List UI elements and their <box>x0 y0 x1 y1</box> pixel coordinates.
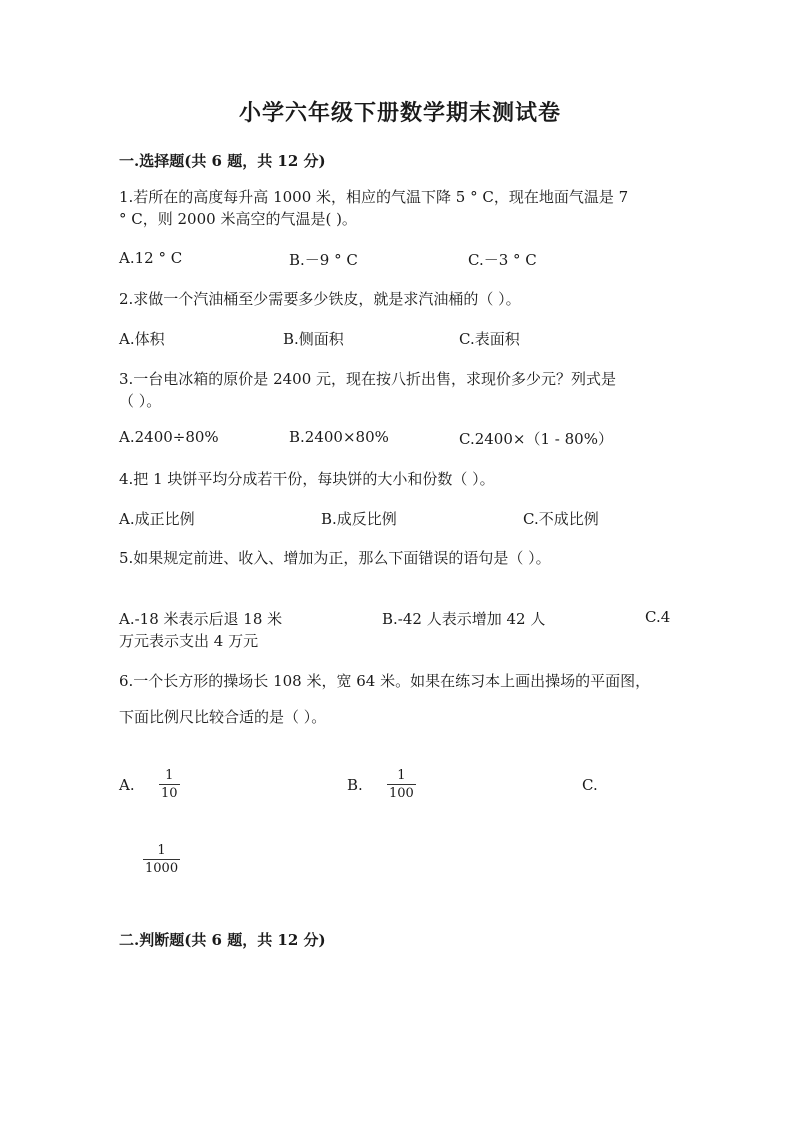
fraction-denominator: 1000 <box>145 861 179 876</box>
question-1 <box>119 186 679 230</box>
question-5-option-c: C.4 <box>645 608 671 626</box>
question-2-option-b: B.侧面积 <box>283 330 344 348</box>
fraction-bar <box>143 859 180 860</box>
question-2-option-c: C.表面积 <box>459 330 520 348</box>
question-5: 5.如果规定前进、收入、增加为正，那么下面错误的语句是（ ）。 <box>119 549 551 567</box>
question-3-line-2: （ ）。 <box>119 392 162 410</box>
fraction-denominator: 10 <box>161 786 178 801</box>
question-1-option-a: A.12 ° C <box>119 249 183 267</box>
fraction-bar <box>159 784 180 785</box>
question-4-option-a: A.成正比例 <box>119 510 195 528</box>
question-3-option-a: A.2400÷80% <box>119 428 219 446</box>
question-5-option-a: A.-18 米表示后退 18 米 <box>119 610 283 628</box>
question-1-option-b: B.－9 ° C <box>289 251 358 269</box>
question-4: 4.把 1 块饼平均分成若干份，每块饼的大小和份数（ ）。 <box>119 470 495 488</box>
question-6-option-c-fraction <box>143 843 180 876</box>
fraction-numerator: 1 <box>157 843 166 858</box>
question-6-option-b-fraction <box>387 768 416 801</box>
question-4-option-c: C.不成比例 <box>523 510 599 528</box>
question-1-line-1: 1.若所在的高度每升高 1000 米，相应的气温下降 5 ° C，现在地面气温是 7 <box>119 188 629 206</box>
section-choice-heading: 一.选择题(共 6 题，共 12 分) <box>119 152 326 170</box>
question-5-option-c-continued: 万元表示支出 4 万元 <box>119 632 259 650</box>
question-6-line-2: 下面比例尺比较合适的是（ ）。 <box>119 708 327 726</box>
question-6-line-1: 6.一个长方形的操场长 108 米，宽 64 米。如果在练习本上画出操场的平面图， <box>119 672 651 690</box>
section-judgement-heading: 二.判断题(共 6 题，共 12 分) <box>119 931 326 949</box>
question-3-option-c: C.2400×（1 - 80%） <box>459 430 613 448</box>
fraction-bar <box>387 784 416 785</box>
question-4-option-b: B.成反比例 <box>321 510 397 528</box>
fraction-denominator: 100 <box>389 786 414 801</box>
question-2-option-a: A.体积 <box>119 330 165 348</box>
question-3-option-b: B.2400×80% <box>289 428 389 446</box>
question-3-line-1: 3.一台电冰箱的原价是 2400 元，现在按八折出售，求现价多少元？列式是 <box>119 370 617 388</box>
question-2: 2.求做一个汽油桶至少需要多少铁皮，就是求汽油桶的（ ）。 <box>119 290 521 308</box>
question-6-option-a-label: A. <box>119 776 135 794</box>
question-6-option-a-fraction <box>159 768 180 801</box>
question-6 <box>119 670 679 728</box>
question-6-option-b-label: B. <box>347 776 363 794</box>
fraction-numerator: 1 <box>397 768 406 783</box>
fraction-numerator: 1 <box>165 768 174 783</box>
question-3 <box>119 368 679 412</box>
question-6-option-c-label: C. <box>582 776 598 794</box>
page-title: 小学六年级下册数学期末测试卷 <box>238 100 561 126</box>
question-1-line-2: ° C，则 2000 米高空的气温是( )。 <box>119 210 357 228</box>
question-1-option-c: C.－3 ° C <box>468 251 537 269</box>
question-5-option-b: B.-42 人表示增加 42 人 <box>382 610 546 628</box>
